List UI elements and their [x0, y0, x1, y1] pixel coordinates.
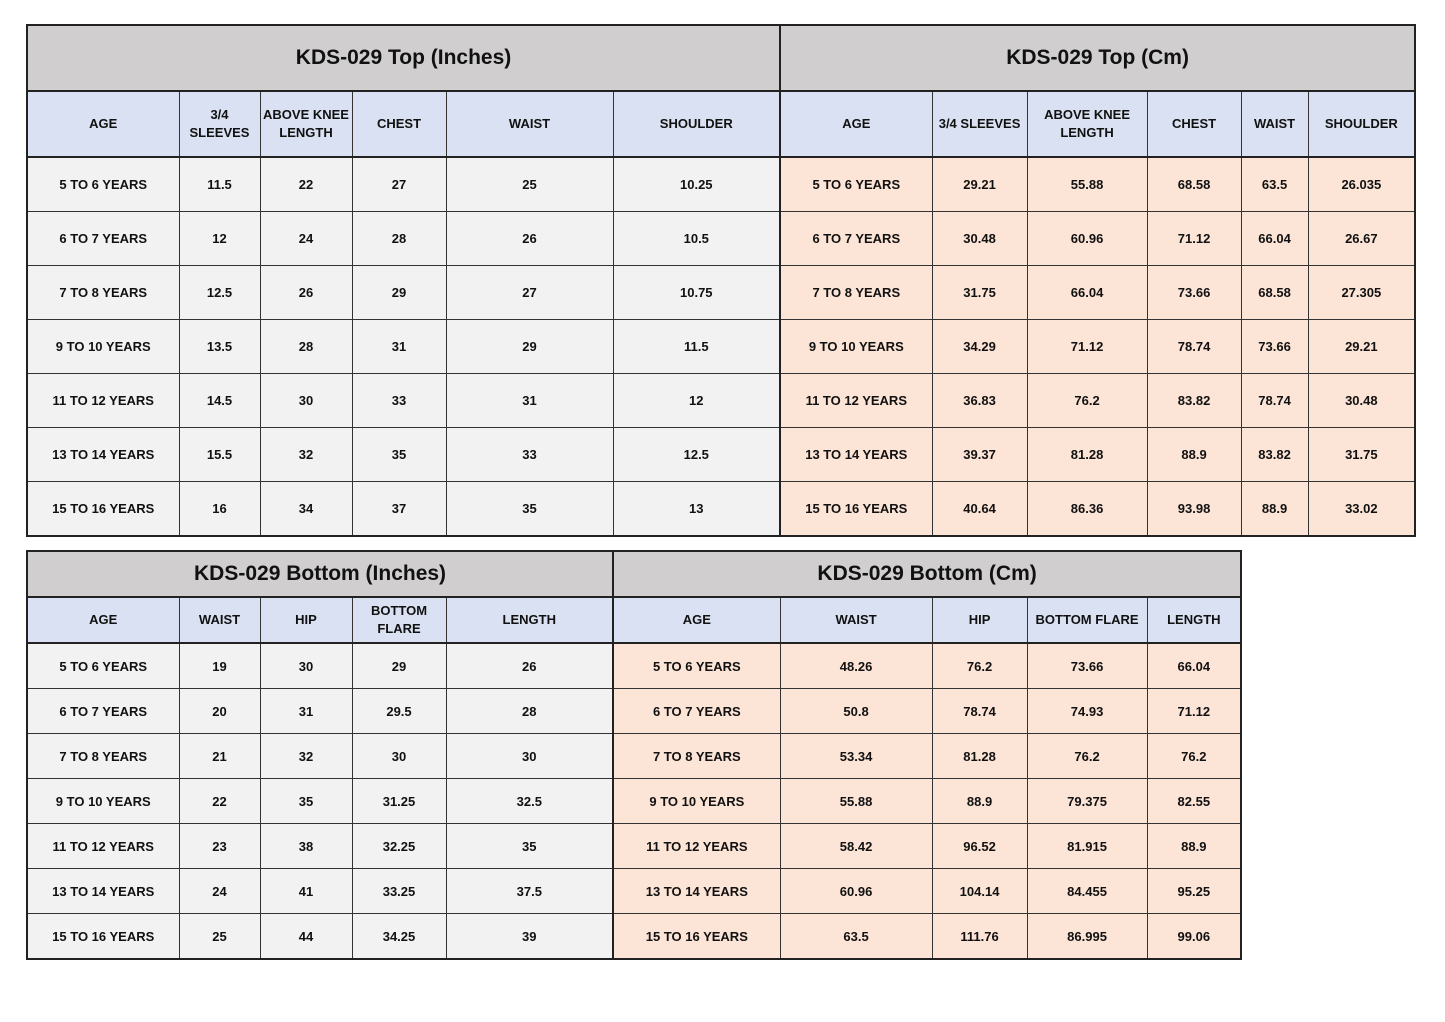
table-row: [27, 824, 1241, 869]
age-cell: 9 TO 10 YEARS: [27, 320, 179, 374]
value-cell: 73.66: [1241, 320, 1308, 374]
age-cell: 7 TO 8 YEARS: [27, 266, 179, 320]
value-cell: 29: [352, 266, 446, 320]
value-cell: 30.48: [1308, 374, 1415, 428]
top-cm-header-shoulder: SHOULDER: [1308, 91, 1415, 157]
value-cell: 26: [446, 212, 613, 266]
top-cm-header-chest: CHEST: [1147, 91, 1241, 157]
bottom-cm-header-waist: WAIST: [780, 597, 932, 643]
value-cell: 28: [446, 689, 613, 734]
value-cell: 60.96: [1027, 212, 1147, 266]
value-cell: 33.25: [352, 869, 446, 914]
value-cell: 39: [446, 914, 613, 960]
table-row: [27, 734, 1241, 779]
top-body: [27, 157, 1415, 536]
table-row: [27, 266, 1415, 320]
bottom-cm-header-bottom-flare: BOTTOM FLARE: [1027, 597, 1147, 643]
table-row: [27, 689, 1241, 734]
top-size-chart: [26, 24, 1416, 537]
table-row: [27, 482, 1415, 537]
bottom-body: [27, 643, 1241, 959]
value-cell: 34: [260, 482, 352, 537]
value-cell: 28: [352, 212, 446, 266]
value-cell: 30: [446, 734, 613, 779]
value-cell: 25: [179, 914, 260, 960]
bottom-header-row: [27, 597, 1241, 643]
value-cell: 31: [260, 689, 352, 734]
value-cell: 40.64: [932, 482, 1027, 537]
value-cell: 88.9: [1147, 428, 1241, 482]
value-cell: 29: [446, 320, 613, 374]
value-cell: 74.93: [1027, 689, 1147, 734]
value-cell: 95.25: [1147, 869, 1241, 914]
value-cell: 104.14: [932, 869, 1027, 914]
value-cell: 22: [260, 157, 352, 212]
bottom-cm-title: KDS-029 Bottom (Cm): [613, 551, 1241, 597]
value-cell: 24: [179, 869, 260, 914]
value-cell: 81.915: [1027, 824, 1147, 869]
age-cell: 9 TO 10 YEARS: [613, 779, 780, 824]
table-row: [27, 374, 1415, 428]
value-cell: 11.5: [613, 320, 780, 374]
value-cell: 33.02: [1308, 482, 1415, 537]
value-cell: 76.2: [932, 643, 1027, 689]
value-cell: 32.25: [352, 824, 446, 869]
age-cell: 15 TO 16 YEARS: [780, 482, 932, 537]
bottom-inches-header-bottom-flare: BOTTOM FLARE: [352, 597, 446, 643]
value-cell: 71.12: [1147, 212, 1241, 266]
age-cell: 5 TO 6 YEARS: [613, 643, 780, 689]
value-cell: 29.21: [1308, 320, 1415, 374]
top-inches-header-waist: WAIST: [446, 91, 613, 157]
value-cell: 25: [446, 157, 613, 212]
value-cell: 36.83: [932, 374, 1027, 428]
value-cell: 66.04: [1027, 266, 1147, 320]
value-cell: 29: [352, 643, 446, 689]
top-inches-header-shoulder: SHOULDER: [613, 91, 780, 157]
value-cell: 30: [260, 643, 352, 689]
value-cell: 30: [352, 734, 446, 779]
value-cell: 35: [446, 824, 613, 869]
value-cell: 86.36: [1027, 482, 1147, 537]
age-cell: 11 TO 12 YEARS: [613, 824, 780, 869]
value-cell: 34.25: [352, 914, 446, 960]
value-cell: 12: [179, 212, 260, 266]
value-cell: 88.9: [932, 779, 1027, 824]
value-cell: 48.26: [780, 643, 932, 689]
value-cell: 19: [179, 643, 260, 689]
value-cell: 10.5: [613, 212, 780, 266]
value-cell: 79.375: [1027, 779, 1147, 824]
value-cell: 93.98: [1147, 482, 1241, 537]
value-cell: 12.5: [179, 266, 260, 320]
value-cell: 31.25: [352, 779, 446, 824]
value-cell: 29.21: [932, 157, 1027, 212]
table-row: [27, 643, 1241, 689]
value-cell: 22: [179, 779, 260, 824]
value-cell: 26.67: [1308, 212, 1415, 266]
value-cell: 28: [260, 320, 352, 374]
value-cell: 27.305: [1308, 266, 1415, 320]
value-cell: 73.66: [1027, 643, 1147, 689]
value-cell: 53.34: [780, 734, 932, 779]
value-cell: 31.75: [1308, 428, 1415, 482]
age-cell: 6 TO 7 YEARS: [27, 212, 179, 266]
value-cell: 31: [446, 374, 613, 428]
value-cell: 78.74: [932, 689, 1027, 734]
bottom-inches-header-hip: HIP: [260, 597, 352, 643]
age-cell: 6 TO 7 YEARS: [613, 689, 780, 734]
value-cell: 66.04: [1147, 643, 1241, 689]
value-cell: 41: [260, 869, 352, 914]
table-row: [27, 779, 1241, 824]
age-cell: 7 TO 8 YEARS: [613, 734, 780, 779]
top-cm-header-above-knee-length: ABOVE KNEE LENGTH: [1027, 91, 1147, 157]
value-cell: 33: [446, 428, 613, 482]
age-cell: 11 TO 12 YEARS: [27, 374, 179, 428]
value-cell: 78.74: [1241, 374, 1308, 428]
value-cell: 76.2: [1147, 734, 1241, 779]
value-cell: 31.75: [932, 266, 1027, 320]
value-cell: 30.48: [932, 212, 1027, 266]
value-cell: 26.035: [1308, 157, 1415, 212]
value-cell: 38: [260, 824, 352, 869]
value-cell: 63.5: [780, 914, 932, 960]
age-cell: 6 TO 7 YEARS: [780, 212, 932, 266]
top-inches-title: KDS-029 Top (Inches): [27, 25, 780, 91]
value-cell: 32: [260, 734, 352, 779]
value-cell: 81.28: [932, 734, 1027, 779]
value-cell: 71.12: [1027, 320, 1147, 374]
value-cell: 12: [613, 374, 780, 428]
bottom-cm-header-length: LENGTH: [1147, 597, 1241, 643]
value-cell: 76.2: [1027, 734, 1147, 779]
value-cell: 30: [260, 374, 352, 428]
value-cell: 35: [260, 779, 352, 824]
value-cell: 35: [352, 428, 446, 482]
top-cm-header-3-4-sleeves: 3/4 SLEEVES: [932, 91, 1027, 157]
value-cell: 111.76: [932, 914, 1027, 960]
bottom-cm-header-age: AGE: [613, 597, 780, 643]
value-cell: 27: [352, 157, 446, 212]
value-cell: 99.06: [1147, 914, 1241, 960]
top-header-row: [27, 91, 1415, 157]
value-cell: 83.82: [1241, 428, 1308, 482]
bottom-inches-header-length: LENGTH: [446, 597, 613, 643]
table-row: [27, 157, 1415, 212]
top-inches-header-chest: CHEST: [352, 91, 446, 157]
age-cell: 13 TO 14 YEARS: [780, 428, 932, 482]
value-cell: 24: [260, 212, 352, 266]
value-cell: 26: [446, 643, 613, 689]
age-cell: 13 TO 14 YEARS: [27, 428, 179, 482]
value-cell: 39.37: [932, 428, 1027, 482]
top-cm-title: KDS-029 Top (Cm): [780, 25, 1415, 91]
value-cell: 32: [260, 428, 352, 482]
top-cm-header-waist: WAIST: [1241, 91, 1308, 157]
age-cell: 9 TO 10 YEARS: [780, 320, 932, 374]
age-cell: 7 TO 8 YEARS: [780, 266, 932, 320]
value-cell: 71.12: [1147, 689, 1241, 734]
value-cell: 29.5: [352, 689, 446, 734]
value-cell: 31: [352, 320, 446, 374]
value-cell: 10.75: [613, 266, 780, 320]
value-cell: 11.5: [179, 157, 260, 212]
table-row: [27, 428, 1415, 482]
value-cell: 63.5: [1241, 157, 1308, 212]
value-cell: 20: [179, 689, 260, 734]
value-cell: 76.2: [1027, 374, 1147, 428]
value-cell: 21: [179, 734, 260, 779]
age-cell: 5 TO 6 YEARS: [780, 157, 932, 212]
value-cell: 81.28: [1027, 428, 1147, 482]
value-cell: 60.96: [780, 869, 932, 914]
value-cell: 33: [352, 374, 446, 428]
top-inches-header-3-4-sleeves: 3/4 SLEEVES: [179, 91, 260, 157]
table-row: [27, 212, 1415, 266]
age-cell: 15 TO 16 YEARS: [27, 482, 179, 537]
value-cell: 35: [446, 482, 613, 537]
age-cell: 15 TO 16 YEARS: [613, 914, 780, 960]
top-cm-header-age: AGE: [780, 91, 932, 157]
value-cell: 14.5: [179, 374, 260, 428]
value-cell: 78.74: [1147, 320, 1241, 374]
age-cell: 13 TO 14 YEARS: [613, 869, 780, 914]
table-row: [27, 914, 1241, 960]
bottom-size-chart: [26, 550, 1242, 960]
value-cell: 15.5: [179, 428, 260, 482]
value-cell: 10.25: [613, 157, 780, 212]
age-cell: 13 TO 14 YEARS: [27, 869, 179, 914]
value-cell: 12.5: [613, 428, 780, 482]
table-row: [27, 869, 1241, 914]
value-cell: 68.58: [1147, 157, 1241, 212]
value-cell: 96.52: [932, 824, 1027, 869]
value-cell: 68.58: [1241, 266, 1308, 320]
value-cell: 55.88: [780, 779, 932, 824]
value-cell: 37.5: [446, 869, 613, 914]
value-cell: 16: [179, 482, 260, 537]
value-cell: 73.66: [1147, 266, 1241, 320]
age-cell: 11 TO 12 YEARS: [27, 824, 179, 869]
value-cell: 23: [179, 824, 260, 869]
value-cell: 50.8: [780, 689, 932, 734]
age-cell: 9 TO 10 YEARS: [27, 779, 179, 824]
value-cell: 88.9: [1147, 824, 1241, 869]
age-cell: 5 TO 6 YEARS: [27, 157, 179, 212]
value-cell: 84.455: [1027, 869, 1147, 914]
value-cell: 27: [446, 266, 613, 320]
value-cell: 44: [260, 914, 352, 960]
value-cell: 82.55: [1147, 779, 1241, 824]
bottom-inches-header-waist: WAIST: [179, 597, 260, 643]
top-inches-header-above-knee-length: ABOVE KNEE LENGTH: [260, 91, 352, 157]
value-cell: 13.5: [179, 320, 260, 374]
value-cell: 86.995: [1027, 914, 1147, 960]
value-cell: 34.29: [932, 320, 1027, 374]
age-cell: 15 TO 16 YEARS: [27, 914, 179, 960]
value-cell: 83.82: [1147, 374, 1241, 428]
age-cell: 7 TO 8 YEARS: [27, 734, 179, 779]
value-cell: 66.04: [1241, 212, 1308, 266]
value-cell: 55.88: [1027, 157, 1147, 212]
table-row: [27, 320, 1415, 374]
value-cell: 88.9: [1241, 482, 1308, 537]
bottom-inches-header-age: AGE: [27, 597, 179, 643]
value-cell: 13: [613, 482, 780, 537]
value-cell: 58.42: [780, 824, 932, 869]
top-inches-header-age: AGE: [27, 91, 179, 157]
value-cell: 32.5: [446, 779, 613, 824]
age-cell: 6 TO 7 YEARS: [27, 689, 179, 734]
value-cell: 26: [260, 266, 352, 320]
bottom-inches-title: KDS-029 Bottom (Inches): [27, 551, 613, 597]
value-cell: 37: [352, 482, 446, 537]
age-cell: 5 TO 6 YEARS: [27, 643, 179, 689]
age-cell: 11 TO 12 YEARS: [780, 374, 932, 428]
bottom-cm-header-hip: HIP: [932, 597, 1027, 643]
